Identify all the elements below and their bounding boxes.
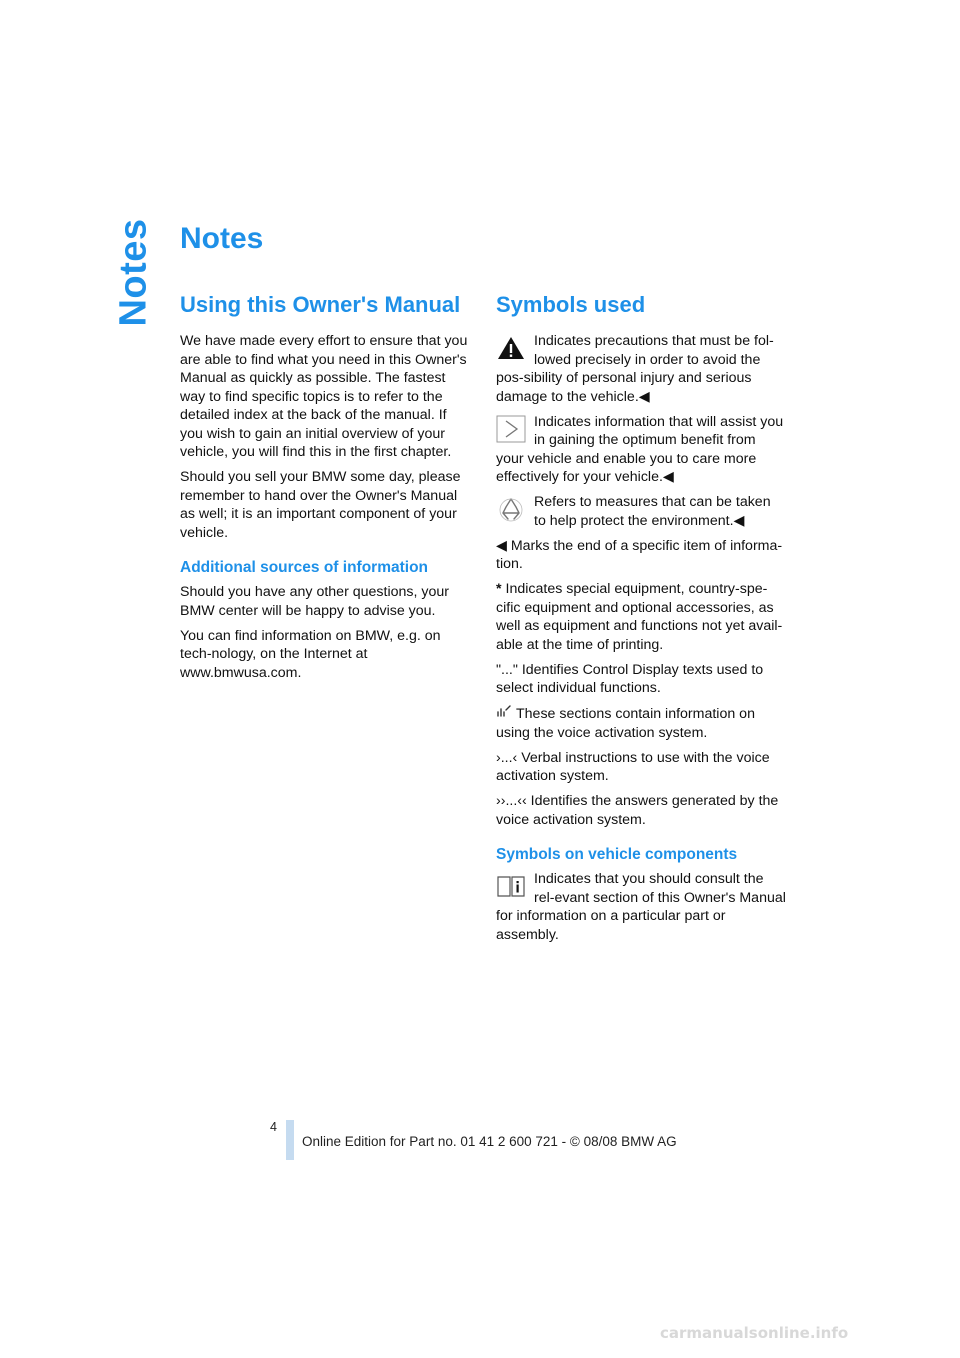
voice-item (496, 704, 786, 742)
asterisk-text: Indicates special equipment, country-spe-cific equipment and optional accessories, as well as equipment and functions not yet avail-able at the time of printing. (496, 581, 783, 653)
paragraph-bmw-center: Should you have any other questions, your BMW center will be happy to advise you. (180, 584, 449, 619)
footer-edition: Online Edition for Part no. 01 41 2 600 721 - © 08/08 BMW AG (302, 1134, 677, 1149)
left-column (180, 292, 470, 689)
answers-text: ››...‹‹ Identifies the answers generated by the voice activation system. (496, 793, 779, 828)
recycle-icon (496, 495, 526, 523)
asterisk-item (496, 580, 786, 654)
consult-text: Indicates that you should consult the rel-evant section of this Owner's Manual for information on a particular part or assembly. (496, 871, 786, 943)
symbol-warning (496, 332, 786, 406)
side-tab (110, 217, 158, 327)
symbol-consult (496, 870, 786, 944)
verbal-text: ›...‹ Verbal instructions to use with the voice activation system. (496, 749, 770, 784)
warning-triangle-icon (496, 334, 526, 362)
paragraph-sell-bmw: Should you sell your BMW some day, please remember to hand over the Owner's Manual as well; it is an important component of your vehicle. (180, 469, 461, 541)
subheading-vehicle-components: Symbols on vehicle components (496, 846, 738, 863)
warning-text: Indicates precautions that must be fol-lowed precisely in order to avoid the pos-sibility of personal injury and serious damage to the vehicle.◀ (496, 333, 774, 405)
symbol-environment (496, 493, 786, 530)
voice-activation-icon (496, 704, 512, 724)
note-arrow-icon (496, 415, 526, 443)
end-mark-text: ◀ Marks the end of a specific item of informa-tion. (496, 537, 783, 572)
environment-text: Refers to measures that can be taken to help protect the environment.◀ (534, 494, 771, 529)
asterisk-glyph: * (496, 581, 502, 597)
symbol-note (496, 413, 786, 487)
note-text: Indicates information that will assist you in gaining the optimum benefit from your vehicle and enable you to care more effectively for your vehicle.◀ (496, 413, 784, 485)
page-title: Notes (180, 222, 264, 255)
voice-text: These sections contain information on using the voice activation system. (496, 706, 755, 741)
right-column (496, 292, 786, 951)
paragraph-manual-intro: We have made every effort to ensure that you are able to find what you need in this Owner's Manual as quickly as possible. The fastest way to find specific topics is to refer to the detailed index at the back of the manual. If you wish to gain an initial overview of your vehicle, you will find this in the first chapter. (180, 333, 468, 460)
quotes-text: "..." Identifies Control Display texts used to select individual functions. (496, 661, 764, 696)
subheading-additional-sources: Additional sources of information (180, 559, 429, 576)
manual-book-icon (496, 872, 526, 900)
page-number: 4 (270, 1120, 277, 1134)
section-heading-symbols: Symbols used (496, 292, 646, 317)
side-tab-label: Notes (112, 217, 155, 327)
paragraph-internet: You can find information on BMW, e.g. on tech-nology, on the Internet at www.bmwusa.com. (180, 627, 441, 681)
footer-bar (286, 1120, 294, 1160)
section-heading-manual: Using this Owner's Manual (180, 292, 461, 317)
watermark: carmanualsonline.info (660, 1324, 849, 1342)
